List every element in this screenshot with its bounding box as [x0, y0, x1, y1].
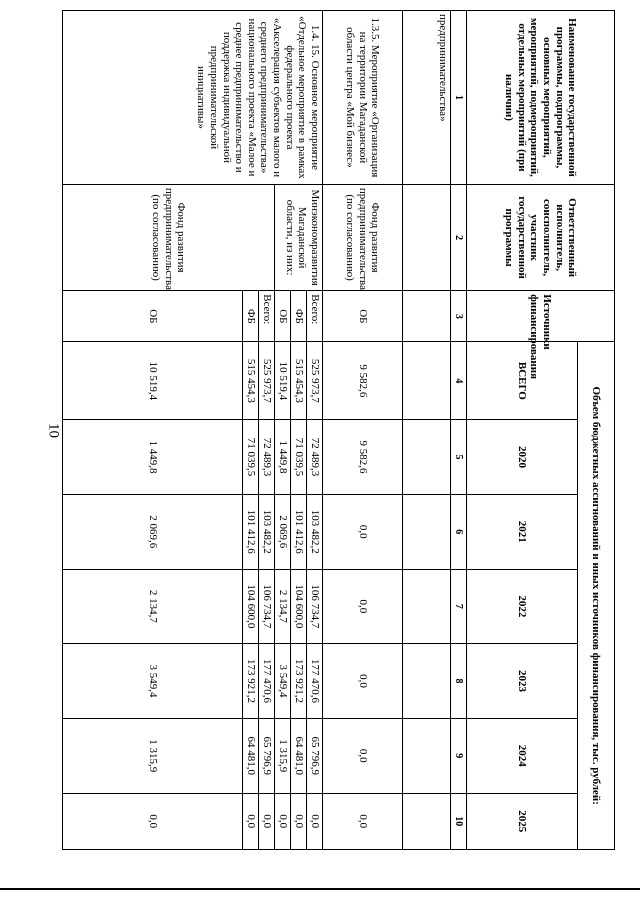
source-label: ОБ [275, 291, 291, 342]
col-number: 8 [451, 644, 467, 719]
number-row [451, 11, 467, 850]
empty-cell [403, 569, 451, 644]
col-number: 5 [451, 420, 467, 495]
empty-cell [403, 420, 451, 495]
header-year: ВСЕГО [467, 342, 578, 420]
value-cell: 2 069,6 [275, 494, 291, 569]
value-cell: 0,0 [323, 718, 403, 793]
col-number: 3 [451, 291, 467, 342]
value-cell: 0,0 [243, 793, 259, 849]
value-cell: 525 973,7 [259, 342, 275, 420]
value-cell: 10 519,4 [63, 342, 243, 420]
row-continuation [403, 11, 451, 850]
value-cell: 3 549,4 [63, 644, 243, 719]
col-number: 1 [451, 11, 467, 185]
value-cell: 177 470,6 [307, 644, 323, 719]
value-cell: 173 921,2 [291, 644, 307, 719]
row-c-col2-top: Минэкономразвития Магаданской области, из них: [275, 184, 323, 290]
col-number: 7 [451, 569, 467, 644]
header-volume: Объем бюджетных ассигнований и иных источников финансирования, тыс. рублей: [578, 342, 615, 850]
value-cell: 71 039,5 [243, 420, 259, 495]
value-cell: 1 449,8 [275, 420, 291, 495]
value-cell: 0,0 [63, 793, 243, 849]
value-cell: 0,0 [323, 644, 403, 719]
value-cell: 9 582,6 [323, 342, 403, 420]
value-cell: 0,0 [307, 793, 323, 849]
empty-cell [403, 342, 451, 420]
value-cell: 2 134,7 [63, 569, 243, 644]
empty-cell [403, 184, 451, 290]
header-year: 2025 [467, 793, 578, 849]
header-col3: Источники финансирования [467, 291, 615, 342]
row-b-col2: Фонд развития предпринимательства (по согласованию) [323, 184, 403, 290]
col-number: 2 [451, 184, 467, 290]
source-label: Всего: [307, 291, 323, 342]
col-number: 9 [451, 718, 467, 793]
row-b-col1: 1.3.5. Мероприятие «Организация на территории Магаданской области центра «Мой бизнес» [323, 11, 403, 185]
value-cell: 3 549,4 [275, 644, 291, 719]
source-label: ФБ [243, 291, 259, 342]
value-cell: 2 069,6 [63, 494, 243, 569]
value-cell: 0,0 [291, 793, 307, 849]
value-cell: 64 481,0 [243, 718, 259, 793]
value-cell: 9 582,6 [323, 420, 403, 495]
value-cell: 72 489,3 [307, 420, 323, 495]
value-cell: 515 454,3 [243, 342, 259, 420]
value-cell: 2 134,7 [275, 569, 291, 644]
bottom-rule [0, 888, 640, 890]
value-cell: 0,0 [323, 494, 403, 569]
value-cell: 64 481,0 [291, 718, 307, 793]
col-number: 10 [451, 793, 467, 849]
value-cell: 65 796,9 [307, 718, 323, 793]
value-cell: 103 482,2 [259, 494, 275, 569]
row-c-col2-bottom: Фонд развития предпринимательства (по согласованию) [63, 184, 275, 290]
empty-cell [403, 793, 451, 849]
row-b-source: ОБ [323, 291, 403, 342]
empty-cell [403, 718, 451, 793]
row-akseleratsiya-line-0 [307, 11, 323, 850]
value-cell: 101 412,6 [291, 494, 307, 569]
empty-cell [403, 644, 451, 719]
value-cell: 1 315,9 [275, 718, 291, 793]
value-cell: 0,0 [323, 793, 403, 849]
header-col1: Наименование государственной программы, подпрограммы, основных мероприятий, мероприятий, подмероприятий, отдельных мероприятий (при наличии) [467, 11, 615, 185]
value-cell: 106 734,7 [259, 569, 275, 644]
value-cell: 1 449,8 [63, 420, 243, 495]
value-cell: 65 796,9 [259, 718, 275, 793]
value-cell: 0,0 [275, 793, 291, 849]
value-cell: 0,0 [259, 793, 275, 849]
value-cell: 104 600,0 [291, 569, 307, 644]
rotated-sheet [55, 10, 615, 850]
value-cell: 71 039,5 [291, 420, 307, 495]
header-year: 2022 [467, 569, 578, 644]
header-year: 2024 [467, 718, 578, 793]
value-cell: 103 482,2 [307, 494, 323, 569]
value-cell: 515 454,3 [291, 342, 307, 420]
value-cell: 104 600,0 [243, 569, 259, 644]
row-c-col1: 1.4. 15. Основное мероприятие «Отдельное мероприятие в рамках федерального проекта «Акселерация субъектов малого и среднего предпринимательства» национального проекта «Малое и среднее предпринимательство и поддержка индивидуальной предпринимательской инициативы» [63, 11, 323, 185]
header-row-1 [578, 11, 615, 850]
row-center-moy-biznes [323, 11, 403, 850]
col-number: 4 [451, 342, 467, 420]
empty-cell [403, 291, 451, 342]
table-container [55, 10, 615, 850]
value-cell: 525 973,7 [307, 342, 323, 420]
value-cell: 106 734,7 [307, 569, 323, 644]
header-year: 2021 [467, 494, 578, 569]
value-cell: 72 489,3 [259, 420, 275, 495]
value-cell: 177 470,6 [259, 644, 275, 719]
value-cell: 10 519,4 [275, 342, 291, 420]
value-cell: 0,0 [323, 569, 403, 644]
source-label: ОБ [63, 291, 243, 342]
col-number: 6 [451, 494, 467, 569]
header-col2: Ответственный исполнитель, соисполнитель, участник государственной программы [467, 184, 615, 290]
header-year: 2020 [467, 420, 578, 495]
page-number: 10 [45, 423, 62, 438]
source-label: Всего: [259, 291, 275, 342]
empty-cell [403, 494, 451, 569]
row-a-col1: предпринимательства» [403, 11, 451, 185]
value-cell: 173 921,2 [243, 644, 259, 719]
value-cell: 101 412,6 [243, 494, 259, 569]
financing-table [62, 10, 615, 850]
header-year: 2023 [467, 644, 578, 719]
source-label: ФБ [291, 291, 307, 342]
value-cell: 1 315,9 [63, 718, 243, 793]
